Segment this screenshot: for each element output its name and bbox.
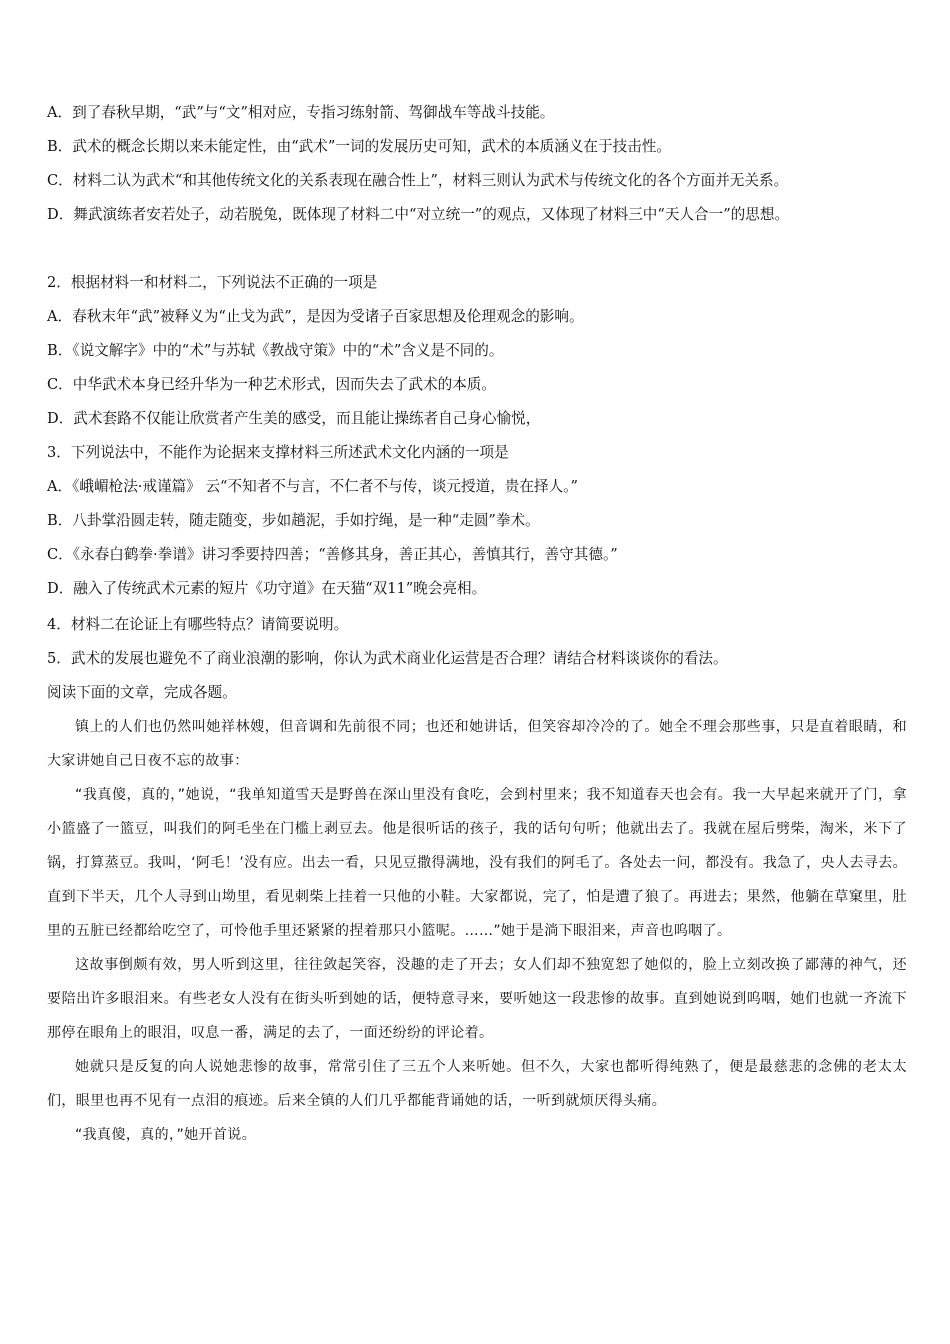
q2-option-b: B．《说文解字》中的“术”与苏轼《教战守策》中的“术”含义是不同的。 [47, 342, 504, 359]
q2-stem: 2．根据材料一和材料二，下列说法不正确的一项是 [47, 274, 378, 291]
q2-option-d: D．武术套路不仅能让欣赏者产生美的感受，而且能让操练者自己身心愉悦， [47, 410, 541, 427]
q1-option-a: A．到了春秋早期，“武”与“文”相对应，专指习练射箭、驾御战车等战斗技能。 [47, 104, 555, 121]
passage-paragraph: “我真傻，真的，”她说，“我单知道雪天是野兽在深山里没有食吃，会到村里来；我不知道春天也会有。我一大早起来就开了门，拿小篮盛了一篮豆，叫我们的阿毛坐在门槛上剥豆去。他是很听话的孩子，我的话句句听；他就出去了。我就在屋后劈柴，淘米，米下了锅，打算蒸豆。我叫，‘阿毛！’没有应。出去一看，只见豆撒得满地，没有我们的阿毛了。各处去一问，都没有。我急了，央人去寻去。直到下半天，几个人寻到山坳里，看见刺柴上挂着一只他的小鞋。大家都说，完了，怕是遭了狼了。再进去；果然，他躺在草窠里，肚里的五脏已经都给吃空了，可怜他手里还紧紧的捏着那只小篮呢。……”她于是淌下眼泪来，声音也呜咽了。 [47, 787, 907, 939]
q3-option-b: B．八卦掌沿圆走转，随走随变，步如趟泥，手如拧绳，是一种“走圆”拳术。 [47, 512, 540, 529]
passage-paragraph: “我真傻，真的，”她开首说。 [75, 1127, 257, 1143]
q1-option-d: D．舞武演练者安若处子，动若脱兔，既体现了材料二中“对立统一”的观点，又体现了材料三中“天人合一”的思想。 [47, 206, 790, 223]
q2-option-a: A．春秋末年“武”被释义为“止戈为武”，是因为受诸子百家思想及伦理观念的影响。 [47, 308, 584, 325]
passage-paragraph: 她就只是反复的向人说她悲惨的故事，常常引住了三五个人来听她。但不久，大家也都听得纯熟了，便是最慈悲的念佛的老太太们，眼里也再不见有一点泪的痕迹。后来全镇的人们几乎都能背诵她的话，一听到就烦厌得头痛。 [47, 1059, 907, 1109]
q1-option-c: C．材料二认为武术“和其他传统文化的关系表现在融合性上”，材料三则认为武术与传统文化的各个方面并无关系。 [47, 172, 789, 189]
reading-passage [47, 710, 907, 1152]
passage-paragraph: 镇上的人们也仍然叫她祥林嫂，但音调和先前很不同；也还和她讲话，但笑容却冷冷的了。她全不理会那些事，只是直着眼睛，和大家讲她自己日夜不忘的故事： [47, 719, 907, 769]
q3-option-c: C．《永春白鹤拳·拳谱》讲习季要持四善；“善修其身，善正其心，善慎其行，善守其德。” [47, 546, 618, 563]
q3-option-d: D．融入了传统武术元素的短片《功守道》在天猫“双11”晚会亮相。 [47, 580, 487, 597]
q2-option-c: C．中华武术本身已经升华为一种艺术形式，因而失去了武术的本质。 [47, 376, 496, 393]
q3-stem: 3．下列说法中，不能作为论据来支撑材料三所述武术文化内涵的一项是 [47, 444, 509, 461]
q3-option-a: A．《峨嵋枪法·戒谨篇》 云“不知者不与言，不仁者不与传，谈元授道，贵在择人。” [47, 478, 578, 495]
reading-instruction: 阅读下面的文章，完成各题。 [47, 684, 237, 701]
passage-paragraph: 这故事倒颇有效，男人听到这里，往往敛起笑容，没趣的走了开去；女人们却不独宽恕了她似的，脸上立刻改换了鄙薄的神气，还要陪出许多眼泪来。有些老女人没有在街头听到她的话，便特意寻来，要听她这一段悲惨的故事。直到她说到呜咽，她们也就一齐流下那停在眼角上的眼泪，叹息一番，满足的去了，一面还纷纷的评论着。 [47, 957, 907, 1041]
q5-stem: 5．武术的发展也避免不了商业浪潮的影响，你认为武术商业化运营是否合理？请结合材料谈谈你的看法。 [47, 650, 728, 667]
q1-option-b: B．武术的概念长期以来未能定性，由“武术”一词的发展历史可知，武术的本质涵义在于技击性。 [47, 138, 671, 155]
q4-stem: 4．材料二在论证上有哪些特点？请简要说明。 [47, 616, 349, 633]
